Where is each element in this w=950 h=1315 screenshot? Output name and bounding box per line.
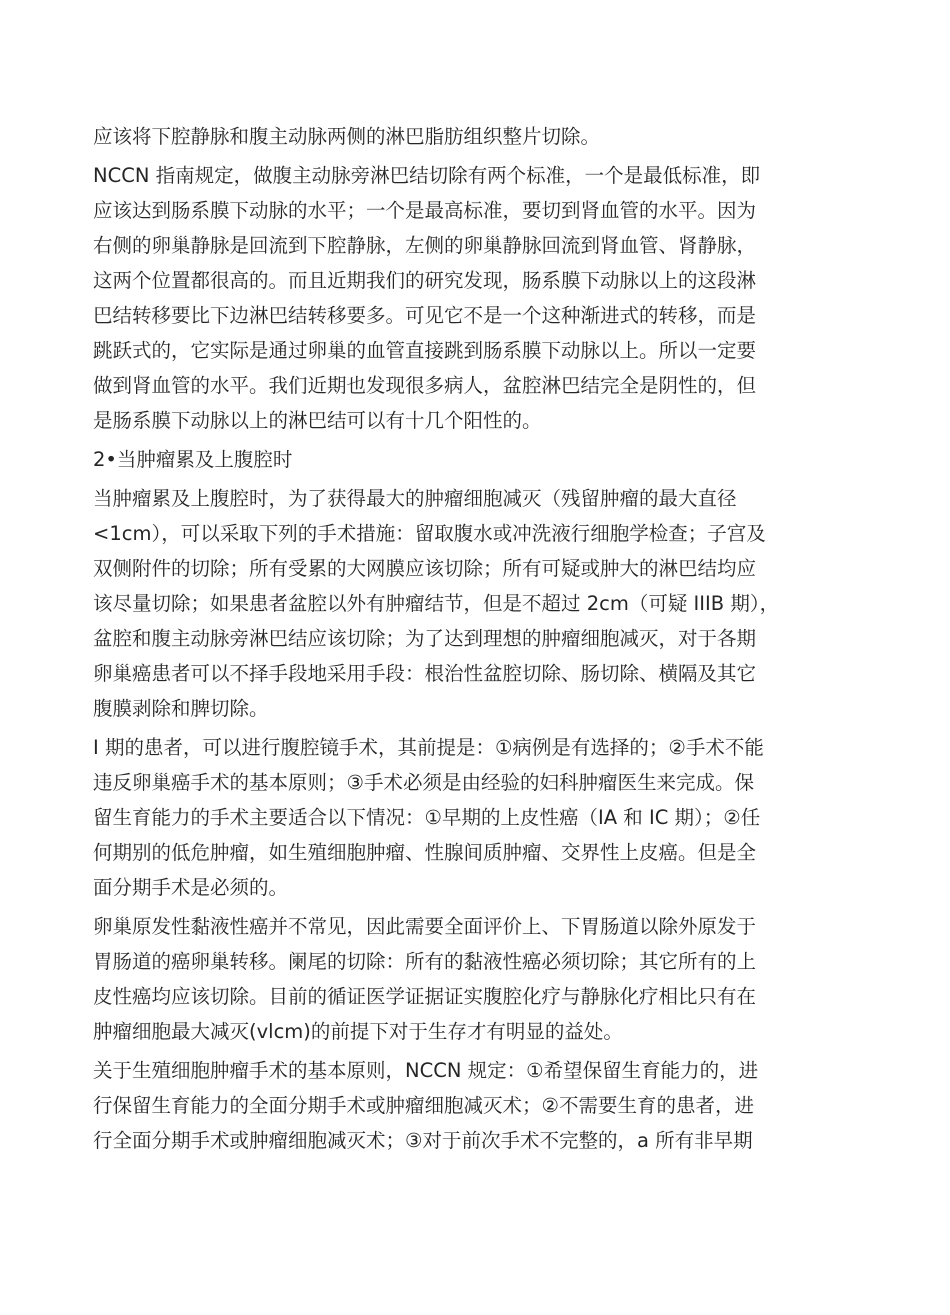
text-line: 违反卵巢癌手术的基本原则；③手术必须是由经验的妇科肿瘤医生来完成。保 [93,771,754,794]
text-line: 巴结转移要比下边淋巴结转移要多。可见它不是一个这种渐进式的转移，而是 [93,304,757,327]
text-line: 卵巢癌患者可以不择手段地采用手段：根治性盆腔切除、肠切除、横隔及其它 [93,662,757,685]
text-line: 留生育能力的手术主要适合以下情况：①早期的上皮性癌（IA 和 IC 期）；②任 [93,806,761,829]
text-line: 盆腔和腹主动脉旁淋巴结应该切除；为了达到理想的肿瘤细胞减灭，对于各期 [93,627,757,650]
text-line: 胃肠道的癌卵巢转移。阑尾的切除：所有的黏液性癌必须切除；其它所有的上 [93,950,757,973]
paragraph [93,158,863,438]
text-line: 双侧附件的切除；所有受累的大网膜应该切除；所有可疑或肿大的淋巴结均应 [93,557,757,580]
text-line: 行保留生育能力的全面分期手术或肿瘤细胞减灭术；②不需要生育的患者，进 [93,1094,754,1117]
section-heading [93,442,863,477]
text-line: 这两个位置都很高的。而且近期我们的研究发现，肠系膜下动脉以上的这段淋 [93,269,757,292]
text-line: 何期别的低危肿瘤，如生殖细胞肿瘤、性腺间质肿瘤、交界性上皮癌。但是全 [93,841,757,864]
text-line: 皮性癌均应该切除。目前的循证医学证据证实腹腔化疗与静脉化疗相比只有在 [93,985,757,1008]
text-line: 腹膜剥除和脾切除。 [93,697,269,720]
text-line: 应该达到肠系膜下动脉的水平；一个是最高标准，要切到肾血管的水平。因为 [93,199,757,222]
text-line: 卵巢原发性黏液性癌并不常见，因此需要全面评价上、下胃肠道以除外原发于 [93,915,757,938]
text-line: I 期的患者，可以进行腹腔镜手术，其前提是：①病例是有选择的；②手术不能 [93,736,764,759]
text-line: 面分期手术是必须的。 [93,876,289,899]
text-line: 应该将下腔静脉和腹主动脉两侧的淋巴脂肪组织整片切除。 [93,125,601,148]
text-line: <1cm），可以采取下列的手术措施：留取腹水或冲洗液行细胞学检查；子宫及 [93,522,766,545]
text-line: 是肠系膜下动脉以上的淋巴结可以有十几个阳性的。 [93,409,542,432]
text-line: 当肿瘤累及上腹腔时，为了获得最大的肿瘤细胞减灭（残留肿瘤的最大直径 [93,487,737,510]
text-line: 做到肾血管的水平。我们近期也发现很多病人，盆腔淋巴结完全是阴性的，但 [93,374,757,397]
paragraph [93,909,863,1049]
text-line: 关于生殖细胞肿瘤手术的基本原则，NCCN 规定：①希望保留生育能力的，进 [93,1059,759,1082]
text-line: 行全面分期手术或肿瘤细胞减灭术；③对于前次手术不完整的，a 所有非早期 [93,1129,753,1152]
heading-line: 2•当肿瘤累及上腹腔时 [93,448,293,471]
text-line: 跳跃式的，它实际是通过卵巢的血管直接跳到肠系膜下动脉以上。所以一定要 [93,339,757,362]
text-line: NCCN 指南规定，做腹主动脉旁淋巴结切除有两个标准，一个是最低标准，即 [93,164,761,187]
text-line: 右侧的卵巢静脉是回流到下腔静脉，左侧的卵巢静脉回流到肾血管、肾静脉， [93,234,757,257]
paragraph [93,730,863,905]
paragraph [93,481,863,726]
paragraph [93,119,863,154]
document-page [93,119,863,1158]
paragraph [93,1053,863,1158]
text-line: 肿瘤细胞最大减灭(vlcm)的前提下对于生存才有明显的益处。 [93,1020,623,1043]
text-line: 该尽量切除；如果患者盆腔以外有肿瘤结节，但是不超过 2cm（可疑 IIIB 期）， [93,592,780,615]
